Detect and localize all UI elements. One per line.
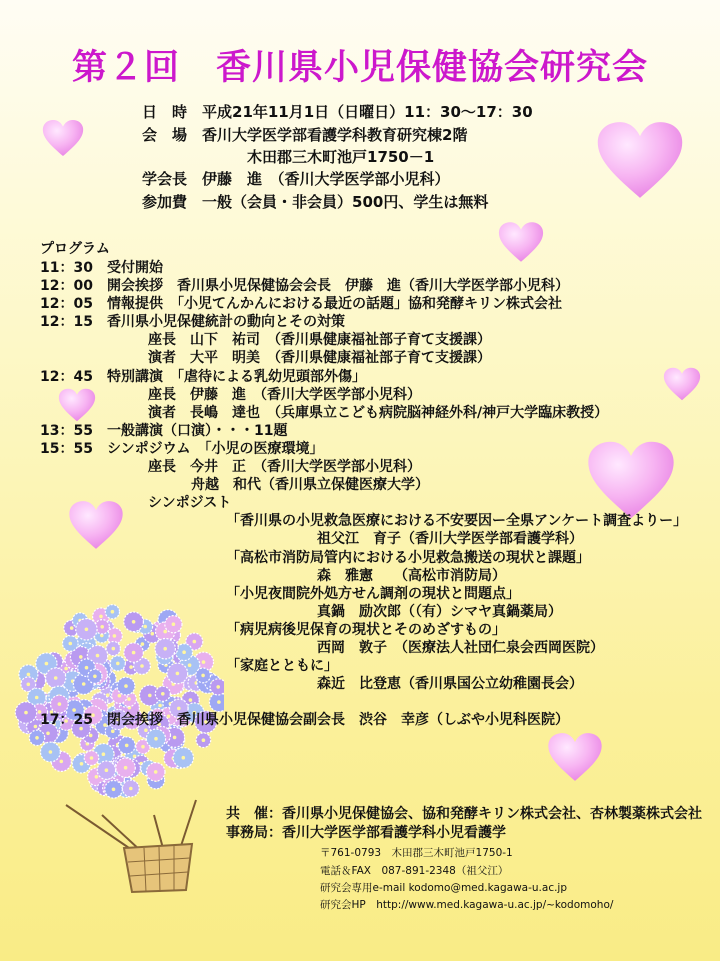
- flower-center: [129, 787, 133, 791]
- flower-center: [154, 770, 158, 774]
- flower-center: [89, 734, 93, 738]
- flower-center: [105, 768, 109, 772]
- flower-center: [111, 729, 115, 733]
- program-item: 12：15 香川県小児保健統計の動向とその対策: [40, 314, 345, 330]
- office-line: 事務局：香川大学医学部看護学科小児看護学: [226, 825, 506, 841]
- flower-center: [163, 630, 167, 634]
- email-address: 研究会専用e-mail kodomo@med.kagawa-u.ac.jp: [320, 882, 568, 894]
- president-line: 学会長 伊藤 進 （香川大学医学部小児科）: [142, 170, 450, 188]
- flower-center: [90, 756, 94, 760]
- flower-center: [112, 788, 116, 792]
- phone-fax: 電話＆FAX 087-891-2348（祖父江）: [320, 865, 509, 877]
- flower-center: [176, 672, 180, 676]
- program-item: 森近 比登恵（香川県国公立幼稚園長会）: [317, 676, 583, 692]
- flower-center: [49, 750, 53, 754]
- program-item: 座長 今井 正 （香川大学医学部小児科）: [148, 459, 421, 475]
- cohost-line: 共 催：香川県小児保健協会、協和発酵キリン株式会社、杏林製薬株式会社: [226, 806, 702, 822]
- flower-center: [102, 752, 106, 756]
- flower-center: [64, 667, 68, 671]
- flower-center: [95, 775, 99, 779]
- flower-center: [35, 736, 39, 740]
- flower-center: [154, 737, 158, 741]
- flower-center: [129, 665, 133, 669]
- flower-center: [158, 704, 162, 708]
- flower-center: [60, 760, 64, 764]
- flower-center: [151, 632, 155, 636]
- heart-icon: [586, 440, 676, 520]
- flower-center: [202, 738, 206, 742]
- flower-center: [111, 610, 115, 614]
- address-line: 木田郡三木町池戸1750－1: [247, 148, 435, 166]
- flower-balloon-illustration: [14, 600, 224, 900]
- program-item: 12：05 情報提供 「小児てんかんにおける最近の話題」協和発酵キリン株式会社: [40, 296, 562, 312]
- heart-icon: [498, 221, 544, 263]
- flower-center: [182, 756, 186, 760]
- flower-center: [34, 725, 38, 729]
- program-item: 祖父江 育子（香川大学医学部看護学科）: [317, 531, 583, 547]
- program-item: 演者 大平 明美 （香川県健康福祉部子育て支援課）: [148, 350, 491, 366]
- program-item: 「病児病後児保育の現状とそのめざすもの」: [226, 622, 506, 638]
- flower-center: [127, 697, 131, 701]
- program-item: 座長 伊藤 進 （香川大学医学部小児科）: [148, 387, 421, 403]
- postal-address: 〒761-0793 木田郡三木町池戸1750-1: [320, 847, 513, 859]
- flower-center: [99, 615, 103, 619]
- flower-center: [54, 676, 58, 680]
- program-item: 真鍋 励次郎（（有）シマヤ真鍋薬局）: [317, 604, 562, 620]
- flower-center: [125, 744, 129, 748]
- flower-center: [96, 654, 100, 658]
- flower-center: [188, 663, 192, 667]
- flower-center: [141, 642, 145, 646]
- flower-center: [140, 664, 144, 668]
- flower-center: [24, 711, 28, 715]
- flower-center: [100, 625, 104, 629]
- flower-center: [132, 620, 136, 624]
- flower-center: [118, 694, 122, 698]
- program-item: 西岡 敦子 （医療法人社団仁泉会西岡医院）: [317, 640, 604, 656]
- program-item: 「香川県の小児救急医療における不安要因ー全県アンケート調査よりー」: [226, 513, 688, 529]
- heart-icon: [547, 732, 603, 782]
- flower-center: [124, 684, 128, 688]
- flower-center: [182, 650, 186, 654]
- flower-center: [116, 662, 120, 666]
- page-title: 第２回 香川県小児保健協会研究会: [71, 48, 648, 88]
- flower-center: [79, 655, 83, 659]
- flower-center: [80, 762, 84, 766]
- flower-center: [85, 628, 89, 632]
- program-item: 「高松市消防局管内における小児救急搬送の現状と課題」: [226, 550, 590, 566]
- flower-center: [202, 660, 206, 664]
- flower-center: [217, 700, 221, 704]
- homepage-url: 研究会HP http://www.med.kagawa-u.ac.jp/~kodomoho/: [320, 899, 614, 911]
- program-item: 11：30 受付開始: [40, 260, 163, 276]
- flower-center: [216, 685, 220, 689]
- program-item: 「家庭とともに」: [226, 658, 338, 674]
- flower-center: [113, 634, 117, 638]
- flower-center: [148, 694, 152, 698]
- flower-center: [58, 702, 62, 706]
- program-item: 12：00 開会挨拶 香川県小児保健協会会長 伊藤 進（香川大学医学部小児科）: [40, 278, 569, 294]
- program-item: 演者 長嶋 達也 （兵庫県立こども病院脳神経外科/神戸大学臨床教授）: [148, 405, 609, 421]
- flower-center: [189, 698, 193, 702]
- flower-center: [27, 673, 31, 677]
- program-item: シンポジスト: [148, 495, 232, 511]
- heart-icon: [596, 120, 684, 200]
- program-heading: プログラム: [40, 241, 110, 257]
- program-item: 17：25 閉会挨拶 香川県小児保健協会副会長 渋谷 幸彦（しぶや小児科医院）: [40, 712, 569, 728]
- fee-line: 参加費 一般（会員・非会員）500円、学生は無料: [142, 193, 489, 211]
- program-item: 森 雅憲 （高松市消防局）: [317, 568, 506, 584]
- flower-center: [45, 662, 49, 666]
- flower-center: [193, 640, 197, 644]
- flower-center: [46, 732, 50, 736]
- heart-icon: [42, 119, 84, 157]
- flower-center: [132, 651, 136, 655]
- flower-center: [172, 622, 176, 626]
- flower-center: [141, 745, 145, 749]
- program-item: 舟越 和代（香川県立保健医療大学）: [191, 477, 429, 493]
- flower-center: [161, 692, 165, 696]
- flower-center: [70, 626, 74, 630]
- flower-center: [201, 674, 205, 678]
- venue-line: 会 場 香川大学医学部看護学科教育研究棟2階: [142, 126, 468, 144]
- program-item: 「小児夜間院外処方せん調剤の現状と問題点」: [226, 586, 520, 602]
- flower-center: [27, 683, 31, 687]
- flower-center: [85, 666, 89, 670]
- flower-center: [124, 766, 128, 770]
- heart-icon: [58, 388, 96, 422]
- flower-center: [143, 625, 147, 629]
- program-item: 15：55 シンポジウム 「小児の医療環境」: [40, 441, 324, 457]
- flower-center: [82, 682, 86, 686]
- flower-center: [35, 696, 39, 700]
- flower-center: [173, 736, 177, 740]
- flower-center: [93, 675, 97, 679]
- date-line: 日 時 平成21年11月1日（日曜日）11：30～17：30: [142, 103, 533, 121]
- program-item: 13：55 一般講演（口演）・・・11題: [40, 423, 288, 439]
- flower-center: [177, 707, 181, 711]
- flower-center: [163, 647, 167, 651]
- program-item: 12：45 特別講演 「虐待による乳幼児頭部外傷」: [40, 369, 366, 385]
- heart-icon: [68, 500, 124, 550]
- flower-center: [112, 647, 116, 651]
- heart-icon: [663, 367, 701, 401]
- flower-center: [69, 642, 73, 646]
- program-item: 座長 山下 祐司 （香川県健康福祉部子育て支援課）: [148, 332, 491, 348]
